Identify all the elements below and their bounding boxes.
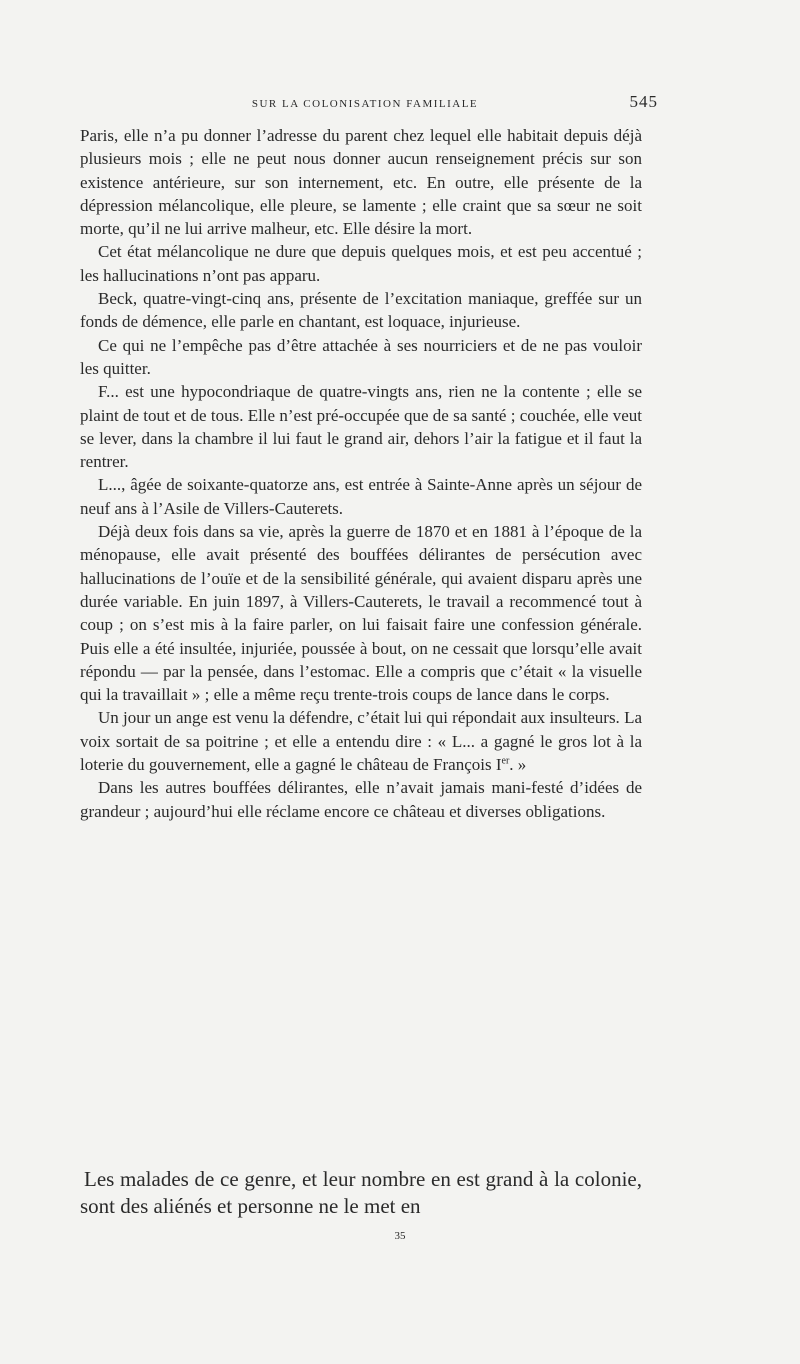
signature-mark: 35	[394, 1230, 406, 1242]
closing-paragraph: Les malades de ce genre, et leur nombre en est grand à la colonie, sont des aliénés et personne ne le met en	[80, 1167, 642, 1218]
page-header	[80, 92, 658, 116]
paragraph: Déjà deux fois dans sa vie, après la guerre de 1870 et en 1881 à l’époque de la ménopause, elle avait présenté des bouffées délirantes de persécution avec hallucinations de l’ouïe et de la sensibilité générale, qui avaient disparu après une durée variable. En juin 1897, à Villers-Cauterets, le travail a recommencé tout à coup ; on s’est mis à la faire parler, on lui faisait faire une confession générale. Puis elle a été insultée, injuriée, poussée à bout, on ne cessait que lorsqu’elle avait répondu — par la pensée, dans l’estomac. Elle a compris que c’était « la visuelle qui la travaillait » ; elle a même reçu trente-trois coups de lance dans le corps.	[80, 522, 642, 705]
page-number: 545	[629, 92, 658, 111]
superscript: er	[501, 755, 510, 767]
paragraph: Beck, quatre-vingt-cinq ans, présente de l’excitation maniaque, greffée sur un fonds de démence, elle parle en chantant, est loquace, injurieuse.	[80, 289, 642, 332]
paragraph: Cet état mélancolique ne dure que depuis quelques mois, et est peu accentué ; les hallucinations n’ont pas apparu.	[80, 242, 642, 285]
paragraph: Dans les autres bouffées délirantes, elle n’avait jamais mani-festé d’idées de grandeur ; aujourd’hui elle réclame encore ce château et diverses obligations.	[80, 778, 642, 821]
running-title: SUR LA COLONISATION FAMILIALE	[251, 98, 479, 110]
paragraph: F... est une hypocondriaque de quatre-vingts ans, rien ne la contente ; elle se plaint de tout et de tous. Elle n’est pré-occupée que de sa santé ; couchée, elle veut se lever, dans la chambre il lui faut le grand air, dehors l’air la fatigue et il faut la rentrer.	[80, 382, 642, 472]
paragraph-text: Un jour un ange est venu la défendre, c’était lui qui répondait aux insulteurs. La voix sortait de sa poitrine ; et elle a entendu dire : « L... a gagné le gros lot à la loterie du gouvernement, elle a gagné le château de François I	[80, 708, 642, 775]
paragraph-end: . »	[509, 755, 527, 775]
body-text	[80, 124, 642, 823]
paragraph	[80, 706, 642, 776]
paragraph: L..., âgée de soixante-quatorze ans, est entrée à Sainte-Anne après un séjour de neuf ans à l’Asile de Villers-Cauterets.	[80, 475, 642, 518]
paragraph: Paris, elle n’a pu donner l’adresse du parent chez lequel elle habitait depuis déjà plusieurs mois ; elle ne peut nous donner aucun renseignement précis sur son existence antérieure, sur son internement, etc. En outre, elle présente de la dépression mélancolique, elle pleure, se lamente ; elle craint que sa sœur ne soit morte, qu’il ne lui arrive malheur, etc. Elle désire la mort.	[80, 126, 642, 239]
paragraph: Ce qui ne l’empêche pas d’être attachée à ses nourriciers et de ne pas vouloir les quitter.	[80, 335, 642, 378]
